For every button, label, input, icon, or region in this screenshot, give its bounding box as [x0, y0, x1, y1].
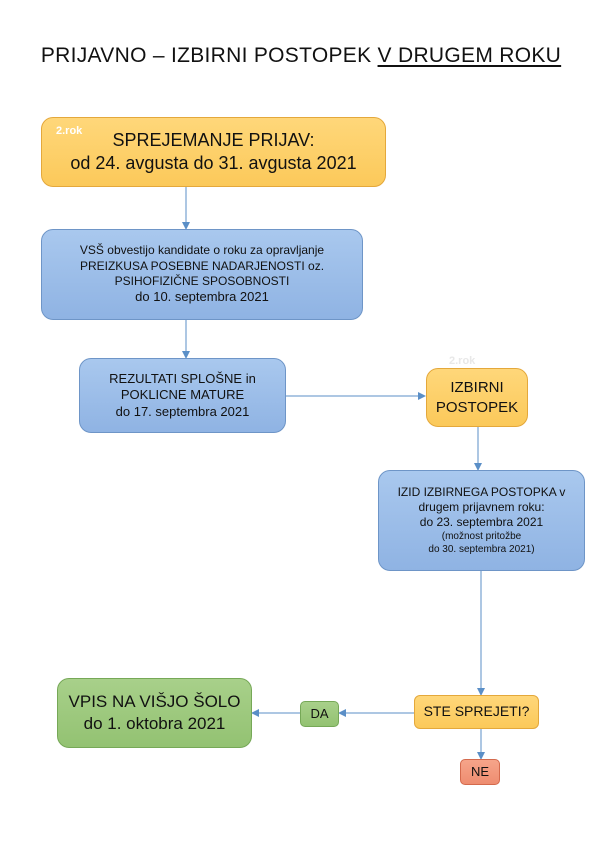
title-underlined: V DRUGEM ROKU: [377, 44, 562, 67]
title-main: PRIJAVNO – IZBIRNI POSTOPEK: [40, 44, 378, 67]
box-selection: [426, 368, 528, 427]
results-line-1: REZULTATI SPLOŠNE in: [109, 370, 256, 386]
selection-round-tag: 2.rok: [449, 355, 476, 367]
notify-line-1: VSŠ obvestijo kandidate o roku za opravljanje: [79, 243, 325, 258]
outcome-appeal-1: (možnost pritožbe: [441, 530, 522, 542]
box-results: [79, 358, 286, 433]
round-tag: 2.rok: [56, 125, 83, 137]
accepted-question: STE SPREJETI?: [423, 703, 530, 720]
notify-line-2: PREIZKUSA POSEBNE NADARJENOSTI oz.: [79, 258, 325, 273]
enroll-deadline: do 1. oktobra 2021: [83, 714, 226, 733]
applications-heading: SPREJEMANJE PRIJAV:: [112, 129, 315, 150]
box-yes: [300, 701, 339, 727]
outcome-line-1: IZID IZBIRNEGA POSTOPKA v: [397, 484, 566, 499]
outcome-appeal-2: do 30. septembra 2021): [428, 543, 535, 555]
selection-line-2: POSTOPEK: [435, 398, 519, 416]
enroll-heading: VPIS NA VIŠJO ŠOLO: [68, 692, 241, 712]
selection-line-1: IZBIRNI: [450, 379, 504, 397]
no-label: NE: [470, 763, 490, 779]
yes-label: DA: [310, 705, 329, 721]
results-deadline: do 17. septembra 2021: [115, 403, 250, 419]
outcome-deadline: do 23. septembra 2021: [419, 515, 544, 530]
box-accepted-question: [414, 695, 539, 729]
applications-dates: od 24. avgusta do 31. avgusta 2021: [70, 153, 357, 173]
box-no: [460, 759, 500, 785]
box-applications: [41, 117, 386, 187]
box-enroll: [57, 678, 252, 748]
notify-deadline: do 10. septembra 2021: [135, 289, 269, 305]
outcome-line-2: drugem prijavnem roku:: [418, 500, 545, 515]
box-outcome: [378, 470, 585, 571]
box-notify: [41, 229, 363, 320]
notify-line-3: PSIHOFIZIČNE SPOSOBNOSTI: [114, 273, 290, 288]
results-line-2: POKLICNE MATURE: [120, 387, 245, 403]
